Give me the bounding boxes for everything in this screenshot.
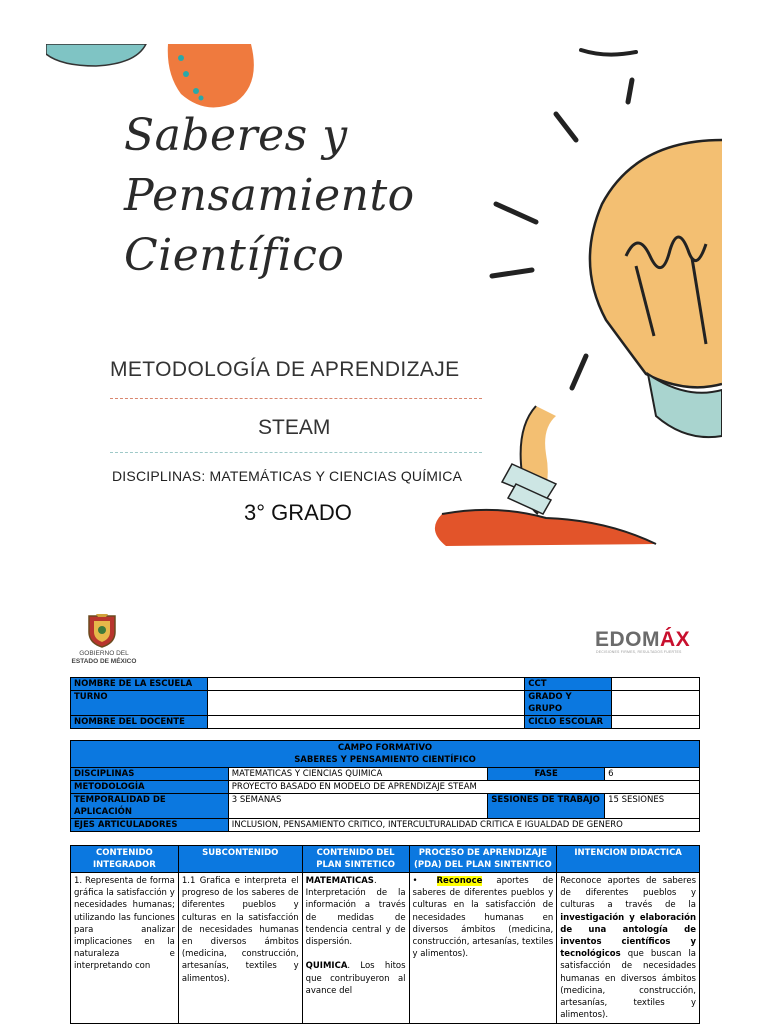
sesiones-label: SESIONES DE TRABAJO bbox=[488, 794, 605, 819]
shift-value bbox=[207, 691, 524, 716]
cover-image bbox=[46, 44, 722, 546]
teacher-value bbox=[207, 716, 524, 729]
school-year-label: CICLO ESCOLAR bbox=[525, 716, 612, 729]
school-name-label: NOMBRE DE LA ESCUELA bbox=[71, 678, 208, 691]
table-row bbox=[71, 691, 700, 716]
table-header-row bbox=[71, 846, 700, 873]
pda-cell bbox=[409, 873, 557, 1024]
cct-label: CCT bbox=[525, 678, 612, 691]
gobierno-estado-mexico-logo bbox=[66, 612, 142, 670]
grade-group-label: GRADO Y GRUPO bbox=[525, 691, 612, 716]
edomex-logo: EDOMÁX bbox=[595, 628, 691, 651]
school-info-table bbox=[70, 677, 700, 729]
table-row bbox=[71, 716, 700, 729]
math-title: MATEMATICAS bbox=[305, 876, 374, 886]
disciplinas-value: MATEMATICAS Y CIENCIAS QUIMICA bbox=[228, 768, 487, 781]
cover-methodology: METODOLOGÍA DE APRENDIZAJE bbox=[110, 358, 460, 381]
metodologia-label: METODOLOGÍA bbox=[71, 781, 229, 794]
header-contenido-integrador: CONTENIDO INTEGRADOR bbox=[71, 846, 179, 873]
school-year-value bbox=[612, 716, 700, 729]
edomex-tagline: DECISIONES FIRMES, RESULTADOS FUERTES bbox=[596, 650, 682, 654]
table-row bbox=[71, 819, 700, 832]
temporalidad-label: TEMPORALIDAD DE APLICACIÓN bbox=[71, 794, 229, 819]
cover-title-line-3: Científico bbox=[124, 230, 345, 281]
contenido-plan-cell: MATEMATICAS. Interpretación de la información a través de medidas de tendencia central y de dispersión. QUIMICA. Los hitos que contribuyeron al avance del bbox=[302, 873, 409, 1024]
disciplinas-label: DISCIPLINAS bbox=[71, 768, 229, 781]
intencion-bold: investigación y elaboración de una antología de inventos científicos y tecnológicos bbox=[560, 912, 696, 960]
contenido-integrador-cell: 1. Representa de forma gráfica la satisfacción y necesidades humanas; utilizando las funciones para analizar implicaciones en la naturaleza e interpretando con bbox=[71, 873, 179, 1024]
subcontenido-cell: 1.1 Grafica e interpreta el progreso de los saberes de diferentes pueblos y culturas en la satisfacción de necesidades humanas en diversos ámbitos (medicina, construcción, artesanías, textiles y alimentos). bbox=[178, 873, 302, 1024]
cover-steam: STEAM bbox=[258, 416, 331, 439]
dashed-divider bbox=[110, 452, 482, 453]
plan-info-table bbox=[70, 740, 700, 832]
cover-grade: 3° GRADO bbox=[244, 500, 352, 525]
campo-formativo-header: CAMPO FORMATIVO SABERES Y PENSAMIENTO CIENTÍFICO bbox=[71, 741, 700, 768]
chem-text: Los hitos que contribuyeron al avance del bbox=[305, 961, 406, 996]
table-row bbox=[71, 678, 700, 691]
ejes-value: INCLUSION, PENSAMIENTO CRITICO, INTERCULTURALIDAD CRITICA E IGUALDAD DE GENERO bbox=[228, 819, 699, 832]
cover-title bbox=[124, 106, 415, 286]
cover-title-line-1: Saberes y bbox=[124, 110, 348, 161]
pda-highlight: Reconoce bbox=[436, 876, 483, 886]
teacher-label: NOMBRE DEL DOCENTE bbox=[71, 716, 208, 729]
coat-of-arms-icon bbox=[86, 612, 118, 648]
shift-label: TURNO bbox=[71, 691, 208, 716]
grade-group-value bbox=[612, 691, 700, 716]
teal-blob-shape bbox=[46, 44, 146, 66]
temporalidad-value: 3 SEMANAS bbox=[228, 794, 487, 819]
fase-value: 6 bbox=[605, 768, 700, 781]
gov-logo-text: GOBIERNO DEL ESTADO DE MÉXICO bbox=[71, 650, 137, 665]
chem-title: QUIMICA bbox=[305, 961, 348, 972]
sesiones-value: 15 SESIONES bbox=[605, 794, 700, 819]
cct-value bbox=[612, 678, 700, 691]
table-row bbox=[71, 794, 700, 819]
metodologia-value: PROYECTO BASADO EN MODELO DE APRENDIZAJE STEAM bbox=[228, 781, 699, 794]
math-text: Interpretación de la información a través de medidas de tendencia central y de dispersión. bbox=[305, 888, 406, 948]
table-row bbox=[71, 873, 700, 1024]
pda-text: aportes de saberes de diferentes pueblos y culturas en la satisfacción de necesidades humanas en diversos ámbitos (medicina, construcción, artesanías, textiles y alimentos). bbox=[412, 876, 554, 960]
cover-disciplines: DISCIPLINAS: MATEMÁTICAS Y CIENCIAS QUÍMICA bbox=[112, 468, 463, 484]
table-row bbox=[71, 768, 700, 781]
table-row bbox=[71, 741, 700, 768]
header-intencion-didactica: INTENCION DIDACTICA bbox=[557, 846, 700, 873]
content-table bbox=[70, 845, 700, 1024]
header-proceso-aprendizaje: PROCESO DE APRENDIZAJE (PDA) DEL PLAN SINTENTICO bbox=[409, 846, 557, 873]
school-name-value bbox=[207, 678, 524, 691]
table-row bbox=[71, 781, 700, 794]
header-subcontenido: SUBCONTENIDO bbox=[178, 846, 302, 873]
ejes-label: EJES ARTICULADORES bbox=[71, 819, 229, 832]
orange-blob-shape bbox=[168, 44, 254, 107]
cover-title-line-2: Pensamiento bbox=[124, 170, 415, 221]
dashed-divider bbox=[110, 398, 482, 399]
bullet-icon: • bbox=[412, 876, 418, 886]
header-contenido-plan: CONTENIDO DEL PLAN SINTETICO bbox=[302, 846, 409, 873]
fase-label: FASE bbox=[488, 768, 605, 781]
intencion-cell: Reconoce aportes de saberes de diferentes pueblos y culturas a través de la investigación y elaboración de una antología de inventos científicos y tecnológicos que buscan la satisfacción de necesidades humanas en diversos ámbitos (medicina, construcción, artesanías, textiles y alimentos). bbox=[557, 873, 700, 1024]
